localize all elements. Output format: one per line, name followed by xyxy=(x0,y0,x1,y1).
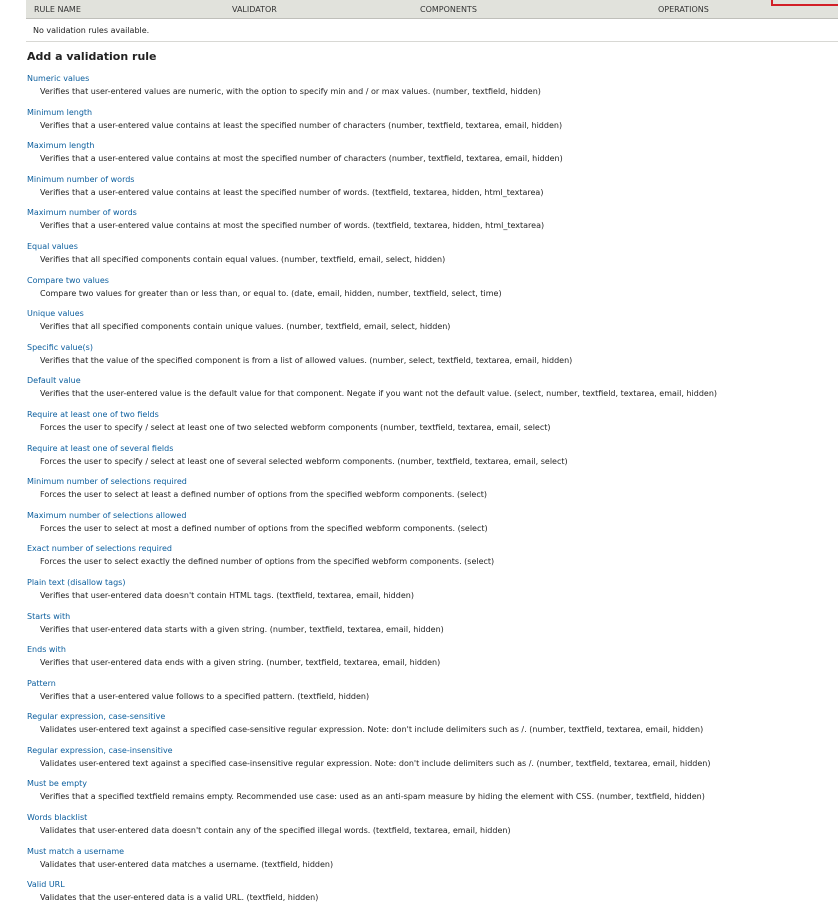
rule-description: Validates user-entered text against a specified case-sensitive regular expression. Note: don't include delimiters such as /. (number, textfield, textarea, email, hidden) xyxy=(40,725,704,735)
rule-description: Verifies that all specified components contain equal values. (number, textfield, email, select, hidden) xyxy=(40,254,446,264)
rule-link[interactable]: Pattern xyxy=(27,678,56,688)
rule-description: Forces the user to select exactly the defined number of options from the specified webform components. (select) xyxy=(40,557,495,567)
rule-link[interactable]: Words blacklist xyxy=(27,813,88,823)
rule-item xyxy=(27,107,827,141)
rule-link[interactable]: Compare two values xyxy=(27,275,109,285)
rule-description: Verifies that the user-entered value is the default value for that component. Negate if you want not the default value. (select, number, textfield, textarea, email, hidden) xyxy=(40,389,718,399)
rule-item xyxy=(27,241,827,275)
highlight-box xyxy=(771,0,838,6)
rule-link[interactable]: Must match a username xyxy=(27,846,125,856)
rule-item xyxy=(27,275,827,309)
rule-description: Verifies that a user-entered value contains at least the specified number of characters (number, textfield, textarea, email, hidden) xyxy=(40,120,563,130)
rule-item xyxy=(27,678,827,712)
empty-message: No validation rules available. xyxy=(26,19,838,42)
rule-description: Verifies that a user-entered value contains at least the specified number of words. (textfield, textarea, hidden, html_textarea) xyxy=(40,187,544,197)
rule-item xyxy=(27,846,827,880)
table-row-empty xyxy=(26,19,838,42)
rule-description: Verifies that the value of the specified component is from a list of allowed values. (number, select, textfield, textarea, email, hidden) xyxy=(40,355,573,365)
rule-description: Forces the user to select at least a defined number of options from the specified webform components. (select) xyxy=(40,490,487,500)
rule-link[interactable]: Maximum number of selections allowed xyxy=(27,510,187,520)
column-header-validator: VALIDATOR xyxy=(224,0,412,19)
rule-description: Verifies that a specified textfield remains empty. Recommended use case: used as an anti-spam measure by hiding the element with CSS. (number, textfield, hidden) xyxy=(40,792,705,802)
column-header-rule-name: RULE NAME xyxy=(26,0,224,19)
rule-description: Validates that the user-entered data is a valid URL. (textfield, hidden) xyxy=(40,893,319,903)
rule-description: Verifies that a user-entered value follows to a specified pattern. (textfield, hidden) xyxy=(40,691,370,701)
rule-link[interactable]: Minimum number of words xyxy=(27,174,135,184)
rule-link[interactable]: Must be empty xyxy=(27,779,88,789)
validation-rules-table xyxy=(26,0,838,42)
rule-item xyxy=(27,543,827,577)
rule-description: Verifies that user-entered data ends with a given string. (number, textfield, textarea, email, hidden) xyxy=(40,658,441,668)
rule-link[interactable]: Specific value(s) xyxy=(27,342,93,352)
rule-link[interactable]: Default value xyxy=(27,376,81,386)
rule-description: Forces the user to specify / select at least one of two selected webform components (number, textfield, textarea, email, select) xyxy=(40,422,551,432)
rule-link[interactable]: Maximum number of words xyxy=(27,208,137,218)
rule-item xyxy=(27,174,827,208)
rule-item xyxy=(27,711,827,745)
table-header-row xyxy=(26,0,838,19)
rule-description: Verifies that user-entered data starts with a given string. (number, textfield, textarea, email, hidden) xyxy=(40,624,444,634)
rule-description: Validates that user-entered data matches a username. (textfield, hidden) xyxy=(40,859,334,869)
rule-link[interactable]: Equal values xyxy=(27,241,78,251)
rule-link[interactable]: Require at least one of several fields xyxy=(27,443,174,453)
rule-link[interactable]: Regular expression, case-insensitive xyxy=(27,745,173,755)
rule-link[interactable]: Ends with xyxy=(27,645,66,655)
rule-item xyxy=(27,879,827,913)
column-header-operations: OPERATIONS xyxy=(650,0,838,19)
rule-link[interactable]: Valid URL xyxy=(27,880,65,890)
rule-link[interactable]: Maximum length xyxy=(27,141,95,151)
rule-list xyxy=(27,73,827,913)
rule-link[interactable]: Plain text (disallow tags) xyxy=(27,577,126,587)
rule-item xyxy=(27,577,827,611)
rule-link[interactable]: Starts with xyxy=(27,611,71,621)
rule-link[interactable]: Regular expression, case-sensitive xyxy=(27,712,166,722)
rule-item xyxy=(27,73,827,107)
rule-description: Verifies that user-entered values are numeric, with the option to specify min and / or max values. (number, textfield, hidden) xyxy=(40,87,541,96)
rule-item xyxy=(27,778,827,812)
rule-item xyxy=(27,342,827,376)
rule-item xyxy=(27,375,827,409)
rule-item xyxy=(27,812,827,846)
rule-description: Verifies that a user-entered value contains at most the specified number of characters (number, textfield, textarea, email, hidden) xyxy=(40,154,563,164)
column-header-components: COMPONENTS xyxy=(412,0,650,19)
rule-link[interactable]: Unique values xyxy=(27,309,84,319)
rule-link[interactable]: Minimum number of selections required xyxy=(27,477,187,487)
rule-item xyxy=(27,409,827,443)
rule-link[interactable]: Exact number of selections required xyxy=(27,544,172,554)
rule-description: Forces the user to specify / select at least one of several selected webform components. (number, textfield, textarea, email, select) xyxy=(40,456,568,466)
rule-item xyxy=(27,476,827,510)
rule-description: Verifies that all specified components contain unique values. (number, textfield, email, select, hidden) xyxy=(40,322,451,332)
rule-item xyxy=(27,207,827,241)
rule-link[interactable]: Minimum length xyxy=(27,107,93,117)
rule-description: Verifies that user-entered data doesn't contain HTML tags. (textfield, textarea, email, hidden) xyxy=(40,590,414,600)
rule-description: Verifies that a user-entered value contains at most the specified number of words. (textfield, textarea, hidden, html_textarea) xyxy=(40,221,545,231)
rule-description: Validates that user-entered data doesn't contain any of the specified illegal words. (textfield, textarea, email, hidden) xyxy=(40,826,511,836)
rule-link[interactable]: Require at least one of two fields xyxy=(27,409,159,419)
rule-item xyxy=(27,308,827,342)
rule-description: Compare two values for greater than or less than, or equal to. (date, email, hidden, number, textfield, select, time) xyxy=(40,288,502,298)
rule-item xyxy=(27,745,827,779)
rule-link[interactable]: Numeric values xyxy=(27,74,90,83)
rule-item xyxy=(27,644,827,678)
rule-item xyxy=(27,510,827,544)
add-rule-title: Add a validation rule xyxy=(27,50,157,63)
rule-item xyxy=(27,443,827,477)
rule-description: Forces the user to select at most a defined number of options from the specified webform components. (select) xyxy=(40,523,488,533)
rule-description: Validates user-entered text against a specified case-insensitive regular expression. Note: don't include delimiters such as /. (number, textfield, textarea, email, hidden) xyxy=(40,758,711,768)
rule-item xyxy=(27,140,827,174)
rule-item xyxy=(27,611,827,645)
